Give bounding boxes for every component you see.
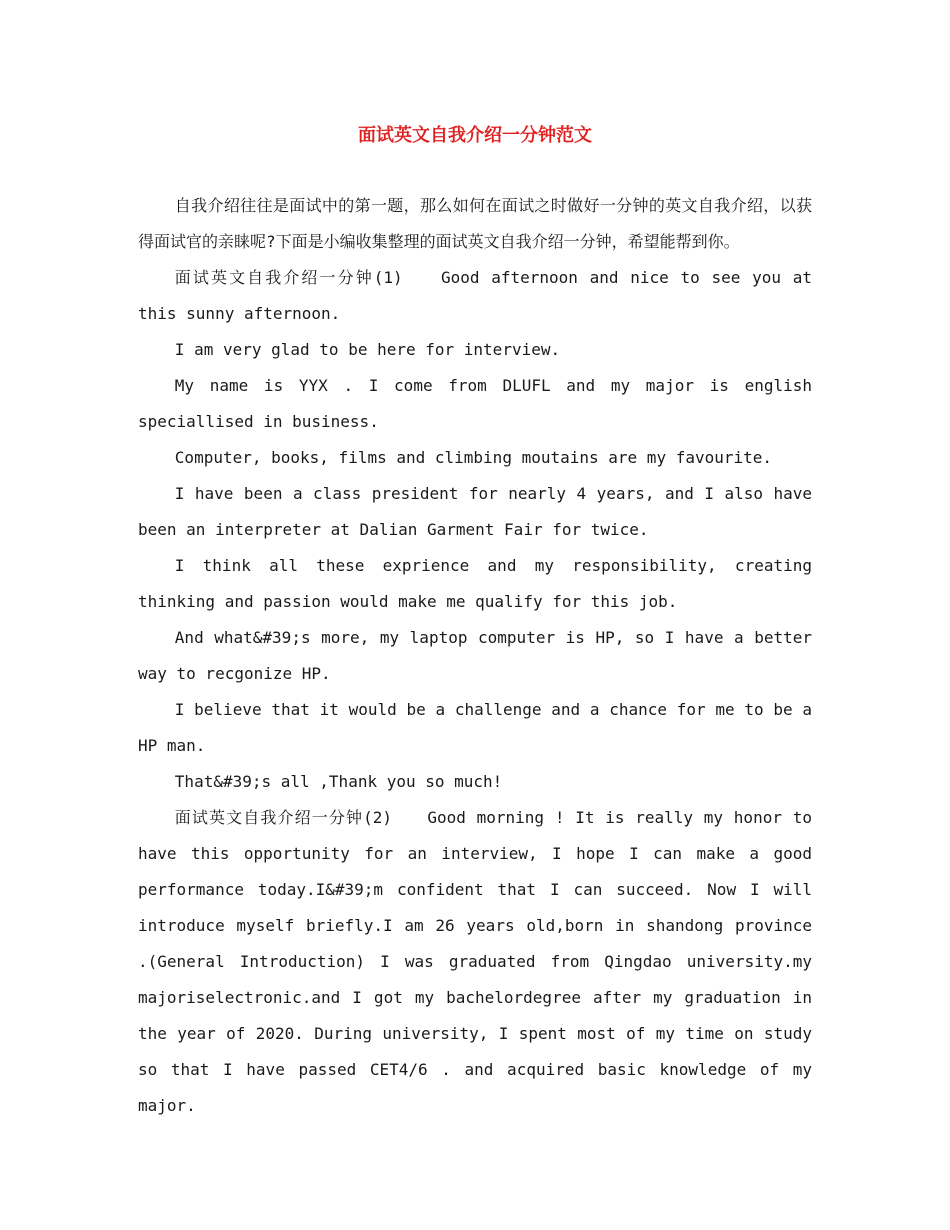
paragraph: I believe that it would be a challenge and a chance for me to be a HP man. [138,700,812,755]
paragraph: My name is YYX . I come from DLUFL and my major is english speciallised in business. [138,376,812,431]
paragraph: And what&#39;s more, my laptop computer is HP, so I have a better way to recgonize HP. [138,628,812,683]
paragraph: Computer, books, films and climbing moutains are my favourite. [174,448,773,467]
paragraph-intro: 自我介绍往往是面试中的第一题，那么如何在面试之时做好一分钟的英文自我介绍，以获得面试官的亲睐呢?下面是小编收集整理的面试英文自我介绍一分钟，希望能帮到你。 [138,196,812,251]
document-body [138,188,812,1124]
paragraph: I have been a class president for nearly 4 years, and I also have been an interpreter at Dalian Garment Fair for twice. [138,484,812,539]
paragraph: That&#39;s all ,Thank you so much! [174,772,503,791]
paragraph: I am very glad to be here for interview. [174,340,561,359]
paragraph-sample-1-heading: 面试英文自我介绍一分钟(1) Good afternoon and nice to see you at this sunny afternoon. [138,268,812,323]
paragraph-sample-2: 面试英文自我介绍一分钟(2) Good morning ! It is really my honor to have this opportunity for an interview, I hope I can make a good performance today.I&#39;m confident that I can succeed. Now I will introduce myself briefly.I am 26 years old,born in shandong province .(General Introduction) I was graduated from Qingdao university.my majoriselectronic.and I got my bachelordegree after my graduation in the year of 2020. During university, I spent most of my time on study so that I have passed CET4/6 . and acquired basic knowledge of my major. [138,808,812,1115]
paragraph: I think all these exprience and my responsibility, creating thinking and passion would make me qualify for this job. [138,556,812,611]
document-title: 面试英文自我介绍一分钟范文 [358,125,592,146]
